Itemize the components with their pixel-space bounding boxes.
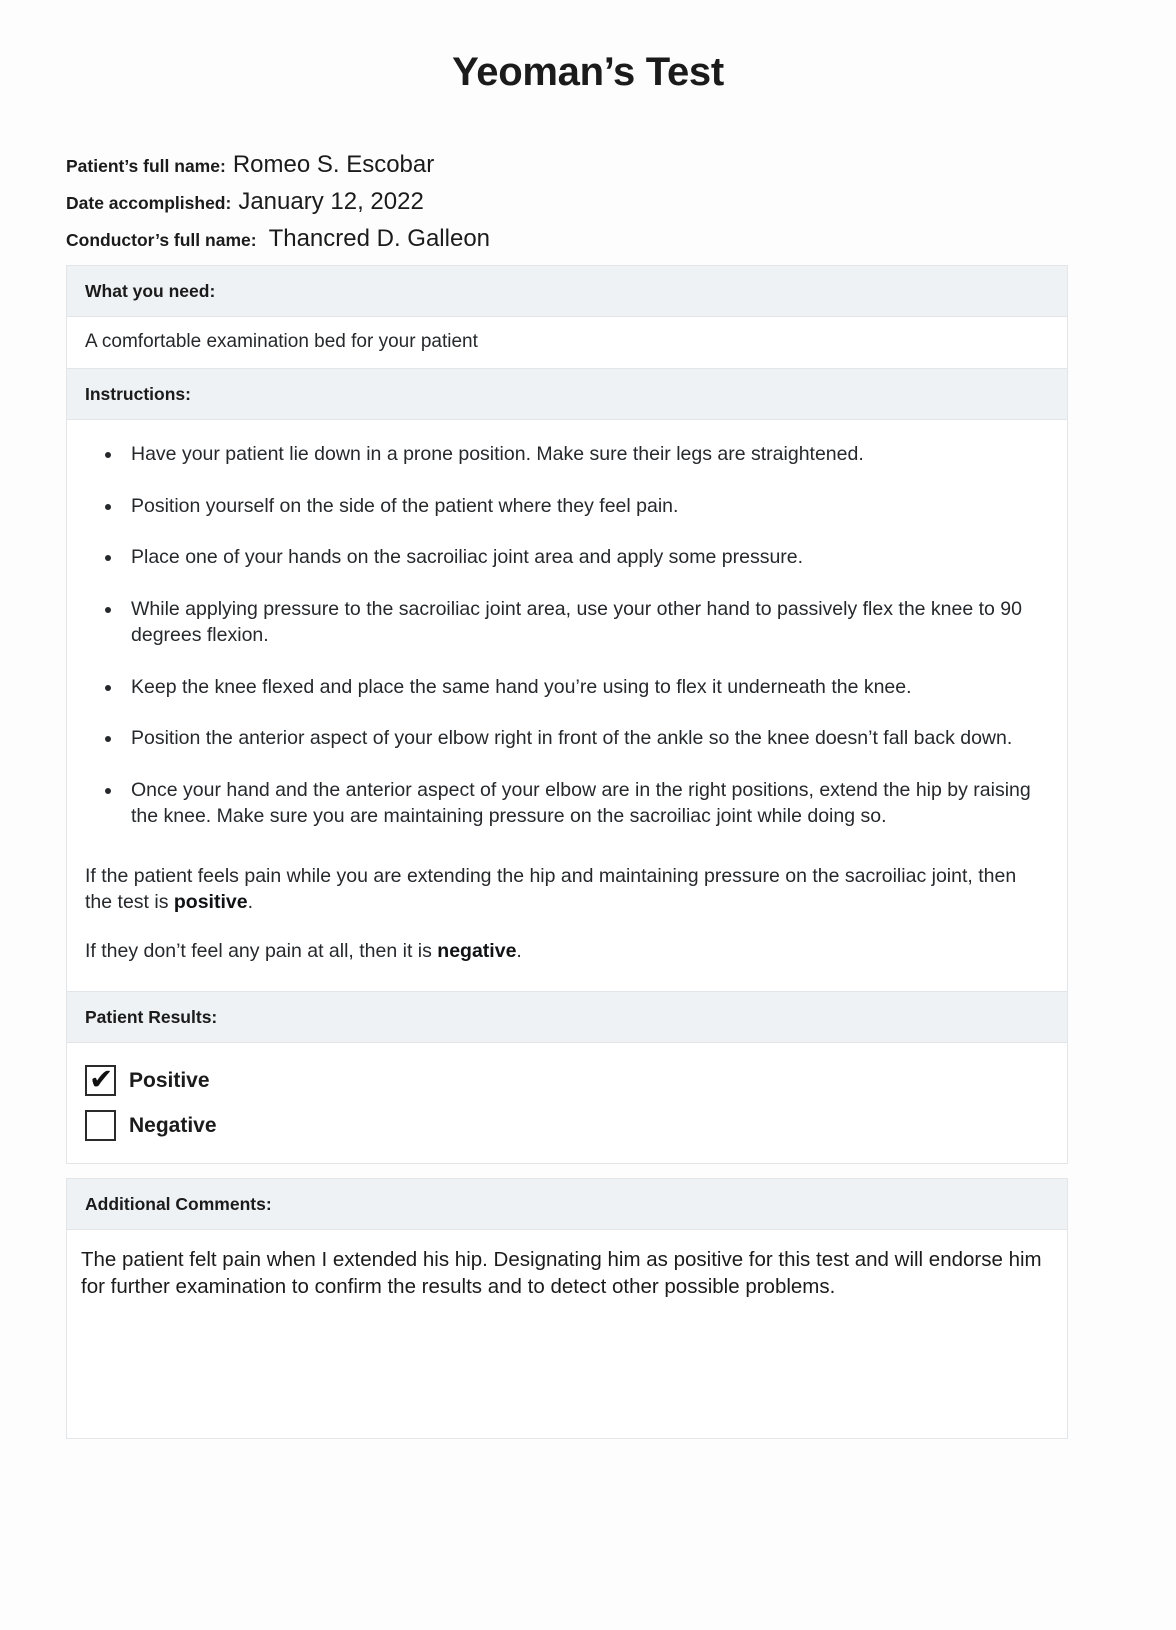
checkbox-negative-label: Negative xyxy=(129,1113,217,1137)
what-you-need-item: A comfortable examination bed for your patient xyxy=(67,317,1067,369)
list-item: Keep the knee flexed and place the same hand you’re using to flex it underneath the knee. xyxy=(131,675,1049,701)
list-item: Once your hand and the anterior aspect of your elbow are in the right positions, extend the hip by raising the knee. Make sure you are maintaining pressure on the sacroiliac joint while doing so. xyxy=(131,778,1049,829)
patient-name-value[interactable]: Romeo S. Escobar xyxy=(232,151,435,178)
conclusion-positive-word: positive xyxy=(173,890,248,913)
form-sheet xyxy=(66,265,1068,1164)
checkmark-icon: ✔ xyxy=(89,1062,114,1097)
conclusion-negative-word: negative xyxy=(437,940,517,963)
page-title: Yeoman’s Test xyxy=(452,50,724,94)
instructions-body xyxy=(67,420,1067,992)
additional-comments-body[interactable] xyxy=(67,1230,1067,1438)
list-item: Have your patient lie down in a prone position. Make sure their legs are straightened. xyxy=(131,442,1049,468)
conductor-name-label: Conductor’s full name: xyxy=(66,230,257,250)
list-item: Place one of your hands on the sacroiliac joint area and apply some pressure. xyxy=(131,545,1049,571)
additional-comments-header: Additional Comments: xyxy=(67,1179,1067,1230)
patient-results-header: Patient Results: xyxy=(67,992,1067,1043)
date-accomplished-label: Date accomplished: xyxy=(66,193,232,213)
what-you-need-header: What you need: xyxy=(67,266,1067,317)
conclusion-positive-prefix: If the patient feels pain while you are extending the hip and maintaining pressure on the sacroiliac joint, then the test is xyxy=(85,864,1017,913)
date-accomplished-value[interactable]: January 12, 2022 xyxy=(238,188,424,215)
conclusion-positive xyxy=(85,864,1039,916)
patient-name-label: Patient’s full name: xyxy=(66,156,226,176)
result-option-positive[interactable] xyxy=(85,1062,1049,1097)
patient-meta-block xyxy=(0,153,1176,251)
conclusion-negative-suffix: . xyxy=(516,940,522,963)
patient-results-body xyxy=(67,1043,1067,1164)
instruction-steps-list xyxy=(85,442,1049,830)
checkbox-negative[interactable] xyxy=(85,1110,116,1141)
checkbox-positive-label: Positive xyxy=(129,1068,210,1092)
additional-comments-section xyxy=(66,1178,1068,1439)
checkbox-positive[interactable] xyxy=(85,1062,116,1097)
conclusion-negative-prefix: If they don’t feel any pain at all, then it is xyxy=(85,940,438,963)
result-option-negative[interactable] xyxy=(85,1110,1049,1141)
conclusion-positive-suffix: . xyxy=(247,890,253,913)
meta-row-conductor-name xyxy=(66,227,1176,251)
additional-comments-text[interactable]: The patient felt pain when I extended his hip. Designating him as positive for this test and will endorse him for further examination to confirm the results and to detect other possible problems. xyxy=(81,1248,1042,1299)
list-item: Position yourself on the side of the patient where they feel pain. xyxy=(131,494,1049,520)
meta-row-patient-name xyxy=(66,153,1176,177)
conductor-name-value[interactable]: Thancred D. Galleon xyxy=(268,225,491,252)
instructions-header: Instructions: xyxy=(67,369,1067,420)
list-item: While applying pressure to the sacroiliac joint area, use your other hand to passively flex the knee to 90 degrees flexion. xyxy=(131,597,1049,648)
meta-row-date-accomplished xyxy=(66,190,1176,214)
list-item: Position the anterior aspect of your elbow right in front of the ankle so the knee doesn’t fall back down. xyxy=(131,726,1049,752)
conclusion-negative xyxy=(85,939,1039,965)
